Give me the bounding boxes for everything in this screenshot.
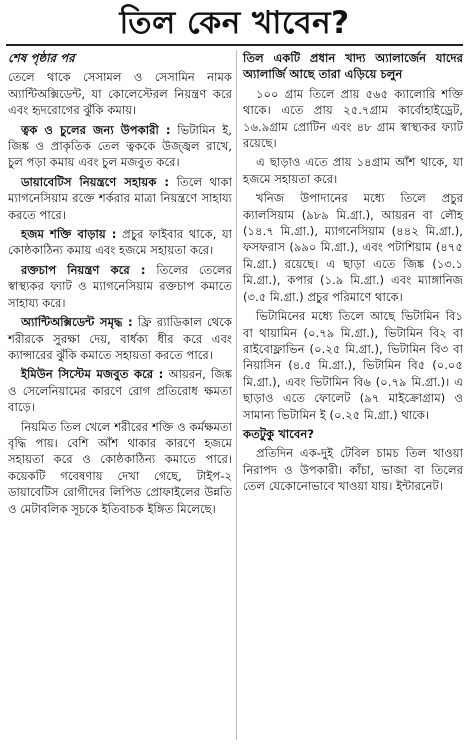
digestion-subhead: হজম শক্তি বাড়ায় : bbox=[21, 227, 117, 242]
diabetes-subhead: ডায়াবেটিস নিয়ন্ত্রণে সহায়ক : bbox=[21, 174, 170, 189]
immune-subhead: ইমিউন সিস্টেম মজবুত করে : bbox=[21, 367, 164, 382]
immune-text: আয়রন, জিঙ্ক ও সেলেনিয়ামের কারণে রোগ প্রতিরোধ ক্ষমতা বাড়ে। bbox=[8, 367, 232, 415]
skin-hair-subhead: ত্বক ও চুলের জন্য উপকারী : bbox=[21, 122, 171, 137]
antioxidant-subhead: অ্যান্টিঅক্সিডেন্ট সমৃদ্ধ : bbox=[21, 315, 133, 330]
blood-pressure-paragraph bbox=[8, 262, 232, 311]
headline: তিল কেন খাবেন? bbox=[119, 5, 350, 41]
vitamins-paragraph: ভিটামিনের মধ্যে তিলে আছে ভিটামিন বি১ বা থায়ামিন (০.৭৯ মি.গ্রা.), ভিটামিন বি২ বা রাইবোফ্লাভিন (০.২৫ মি.গ্রা.), ভিটামিন বি৩ বা নিয়াসিন (৪.৫ মি.গ্রা.), ভিটামিন বি৫ (০.০৫ মি.গ্রা.), এবং ভিটামিন বি৬ (০.৭৯ মি.গ্রা.)। এ ছাড়াও এতে ফোলেট (৯৭ মাইক্রোগ্রাম) ও সামান্য ভিটামিন ই (০.২৫ মি.গ্রা.) থাকে। bbox=[243, 309, 463, 422]
continued-from-label: শেষ পৃষ্ঠার পর bbox=[8, 51, 75, 65]
diabetes-paragraph bbox=[8, 174, 232, 223]
antioxidant-text: ফ্রি র‍্যাডিকাল থেকে শরীরকে সুরক্ষা দেয়, বার্ধক্য ধীর করে এবং ক্যান্সারের ঝুঁকি কমাতে সহায়তা করতে পারে। bbox=[8, 315, 232, 362]
blood-pressure-text: তিলের তেলের স্বাস্থ্যকর ফ্যাট ও ম্যাগনেসিয়াম রক্তচাপ কমাতে সাহায্য করে। bbox=[8, 262, 232, 310]
skin-hair-paragraph bbox=[8, 122, 232, 171]
diabetes-text: তিলে থাকা ম্যাগনেসিয়াম রক্তে শর্করার মাত্রা নিয়ন্ত্রণে সাহায্য করতে পারে। bbox=[8, 174, 232, 222]
left-column bbox=[8, 50, 232, 520]
how-much-subhead: কতটুকু খাবেন? bbox=[243, 426, 315, 441]
antioxidant-paragraph bbox=[8, 314, 232, 363]
closing-paragraph: নিয়মিত তিল খেলে শরীরের শক্তি ও কর্মক্ষমতা বৃদ্ধি পায়। বেশি আঁশ থাকার কারণে হজমে সহায়তা করে ও কোষ্ঠকাঠিন্য কমাতে পারে। কয়েকটি গবেষণায় দেখা গেছে, টাইপ-২ ডায়াবেটিস রোগীদের লিপিড প্রোফাইলের উন্নতি ও মেটাবলিক সূচকে ইতিবাচক ইঙ্গিত মিলেছে। bbox=[8, 419, 232, 516]
skin-hair-text: ভিটামিন ই, জিঙ্ক ও প্রাকৃতিক তেল ত্বককে উজ্জ্বল রাখে, চুল পড়া কমায় এবং চুল মজবুত করে। bbox=[8, 122, 232, 170]
headline-rule bbox=[6, 44, 463, 46]
blood-pressure-subhead: রক্তচাপ নিয়ন্ত্রণ করে : bbox=[21, 262, 146, 277]
digestion-paragraph bbox=[8, 226, 232, 259]
fiber-paragraph: এ ছাড়াও এতে প্রায় ১৪গ্রাম আঁশ থাকে, যা হজমে সহায়তা করে। bbox=[243, 155, 463, 186]
how-much-paragraph: প্রতিদিন এক-দুই টেবিল চামচ তিল খাওয়া নিরাপদ ও উপকারী। কাঁচা, ভাজা বা তিলের তেল যেকোনোভাবে খাওয়া যায়। ইন্টারনেট। bbox=[243, 446, 463, 494]
intro-paragraph: তেলে থাকে সেসামল ও সেসামিন নামক অ্যান্টিঅক্সিডেন্ট, যা কোলেস্টেরল নিয়ন্ত্রণ করে এবং হৃদরোগের ঝুঁকি কমায়। bbox=[8, 70, 232, 118]
allergen-lead: তিল একটি প্রধান খাদ্য অ্যালার্জেন যাদের অ্যালার্জি আছে তারা এড়িয়ে চলুন bbox=[243, 51, 463, 82]
column-divider bbox=[236, 50, 237, 740]
minerals-paragraph: খনিজ উপাদানের মধ্যে তিলে প্রচুর ক্যালসিয়াম (৯৮৯ মি.গ্রা.), আয়রন বা লৌহ (১৪.৭ মি.গ্রা.), ম্যাগনেসিয়াম (৪৪২ মি.গ্রা.), ফসফরাস (৯৯০ মি.গ্রা.), এবং পটাশিয়াম (৪৭৫ মি.গ্রা.) রয়েছে। এ ছাড়া এতে জিঙ্ক (১৩.১ মি.গ্রা.), কপার (১.৯ মি.গ্রা.) এবং ম্যাঙ্গানিজ (৩.৫ মি.গ্রা.) প্রচুর পরিমাণে থাকে। bbox=[243, 191, 463, 304]
headline-wrap bbox=[0, 2, 469, 44]
calorie-paragraph: ১০০ গ্রাম তিলে প্রায় ৫৬৫ ক্যালোরি শক্তি থাকে। এতে প্রায় ২৫.৭গ্রাম কার্বোহাইড্রেট, ১৬.৯গ্রাম প্রোটিন এবং ৪৮ গ্রাম স্বাস্থ্যকর ফ্যাট রয়েছে। bbox=[243, 86, 463, 151]
digestion-text: প্রচুর ফাইবার থাকে, যা কোষ্ঠকাঠিন্য কমায় এবং হজমে সহায়তা করে। bbox=[8, 227, 233, 258]
immune-paragraph bbox=[8, 366, 232, 415]
right-column bbox=[243, 50, 463, 498]
